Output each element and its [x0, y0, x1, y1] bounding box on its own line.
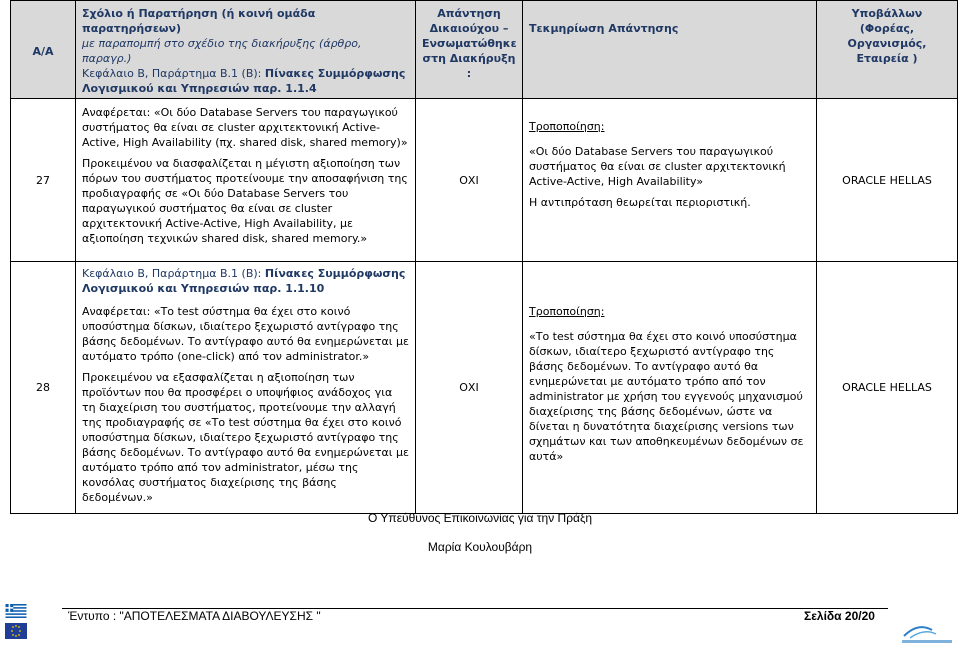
- header-submitter-label: Υποβάλλων (Φορέας, Οργανισμός, Εταιρεία ): [847, 7, 927, 65]
- header-comment-subtitle: με παραπομπή στο σχέδιο της διακήρυξης (άρθρο, παραγρ.): [82, 37, 362, 65]
- justification-text: «Το test σύστημα θα έχει στο κοινό υποσύστημα δίσκων, ιδιαίτερο ξεχωριστό αντίγραφο της βάσης δεδομένων. Το αντίγραφο αυτό θα ενημερώνεται με αυτόματο τρόπο από τον administrator με χρήση του εγγενούς μηχανισμού διαχείρισης της βάσης δεδομένων, ώστε να δίνεται η δυνατότητα διαχείρισης versions των σχημάτων και των αποθηκευμένων δεδομένων σε αυτά»: [529, 330, 804, 463]
- comment-quote: Αναφέρεται: «Οι δύο Database Servers του παραγωγικού συστήματος θα είναι σε cluster αρχιτεκτονική Active-Active, High Availability (πχ. shared disk, shared memory)»: [82, 106, 408, 149]
- header-answer: [416, 1, 523, 99]
- table-row: [11, 99, 958, 262]
- justification-label: Τροποποίηση:: [529, 120, 605, 133]
- justification-label: Τροποποίηση:: [529, 305, 605, 318]
- section-prefix: Κεφάλαιο Β, Παράρτημα Β.1 (Β):: [82, 267, 265, 280]
- signature-role: Ο Υπεύθυνος Επικοινωνίας για την Πράξη: [367, 511, 593, 525]
- row-comment: [76, 262, 416, 514]
- consultation-table: [10, 0, 958, 514]
- row-number: 28: [11, 262, 76, 514]
- header-aa-label: Α/Α: [32, 44, 54, 58]
- header-comment-title: Σχόλιο ή Παρατήρηση (ή κοινή ομάδα παρατηρήσεων): [82, 7, 316, 35]
- table-header-row: [11, 1, 958, 99]
- eu-flag-icon: [5, 623, 27, 639]
- header-section-ref: [82, 66, 409, 96]
- justification-note: Η αντιπρόταση θεωρείται περιοριστική.: [529, 196, 751, 209]
- row-justification: [523, 99, 817, 262]
- justification-text: «Οι δύο Database Servers του παραγωγικού συστήματος θα είναι σε cluster αρχιτεκτονική Active-Active, High Availability»: [529, 145, 786, 188]
- footer-form: [68, 609, 321, 623]
- row-answer: ΟΧΙ: [416, 262, 523, 514]
- row-section-ref: [82, 266, 409, 296]
- header-justification: [523, 1, 817, 99]
- logo-icon: [898, 620, 956, 646]
- section-prefix: Κεφάλαιο Β, Παράρτημα Β.1 (Β):: [82, 67, 265, 80]
- row-comment: [76, 99, 416, 262]
- footer-form-name: "ΑΠΟΤΕΛΕΣΜΑΤΑ ΔΙΑΒΟΥΛΕΥΣΗΣ ": [119, 609, 321, 623]
- footer-page-number: Σελίδα 20/20: [804, 609, 875, 623]
- row-justification: [523, 262, 817, 514]
- table-row: [11, 262, 958, 514]
- greek-flag-icon: [5, 604, 27, 618]
- header-aa: [11, 1, 76, 99]
- comment-proposal: Προκειμένου να διασφαλίζεται η μέγιστη αξιοποίηση των πόρων του συστήματος προτείνουμε την αποσαφήνιση της προδιαγραφής σε «Οι δύο Database Servers του παραγωγικού συστήματος θα είναι σε cluster αρχιτεκτονική Active-Active, High Availability, με αξιοποίηση τεχνικών shared disk, shared memory.»: [82, 157, 408, 245]
- header-answer-label: Απάντηση Δικαιούχου – Ενσωματώθηκε στη Διακήρυξη :: [422, 7, 517, 80]
- comment-proposal: Προκειμένου να εξασφαλίζεται η αξιοποίηση των προϊόντων που θα προσφέρει ο υποψήφιος ανάδοχος για τη διαχείριση του συστήματος, προτείνουμε την αλλαγή της προδιαγραφής σε «Το test σύστημα θα έχει στο κοινό υποσύστημα δίσκων, ιδιαίτερο ξεχωριστό αντίγραφο της βάσης δεδομένων. Το αντίγραφο αυτό θα ενημερώνεται με αυτόματο τρόπο από τον administrator, μέσω της κονσόλας συστήματος διαχείρισης της βάσης δεδομένων.»: [82, 371, 409, 504]
- row-submitter: ORACLE HELLAS: [817, 99, 958, 262]
- section-title: Πίνακες Συμμόρφωσης Λογισμικού και Υπηρεσιών παρ. 1.1.4: [82, 67, 406, 95]
- comment-quote: Αναφέρεται: «Το test σύστημα θα έχει στο κοινό υποσύστημα δίσκων, ιδιαίτερο ξεχωριστό αντίγραφο της βάσης δεδομένων. Το αντίγραφο αυτό θα ενημερώνεται με αυτόματο τρόπο (one-click) από τον administrator.»: [82, 305, 409, 363]
- row-submitter: ORACLE HELLAS: [817, 262, 958, 514]
- header-justification-label: Τεκμηρίωση Απάντησης: [529, 22, 679, 35]
- signature-name: Μαρία Κουλουβάρη: [427, 540, 533, 554]
- section-title: Πίνακες Συμμόρφωσης Λογισμικού και Υπηρεσιών παρ. 1.1.10: [82, 267, 406, 295]
- header-submitter: [817, 1, 958, 99]
- row-answer: ΟΧΙ: [416, 99, 523, 262]
- header-comment: [76, 1, 416, 99]
- footer-form-label: Έντυπο :: [68, 609, 120, 623]
- row-number: 27: [11, 99, 76, 262]
